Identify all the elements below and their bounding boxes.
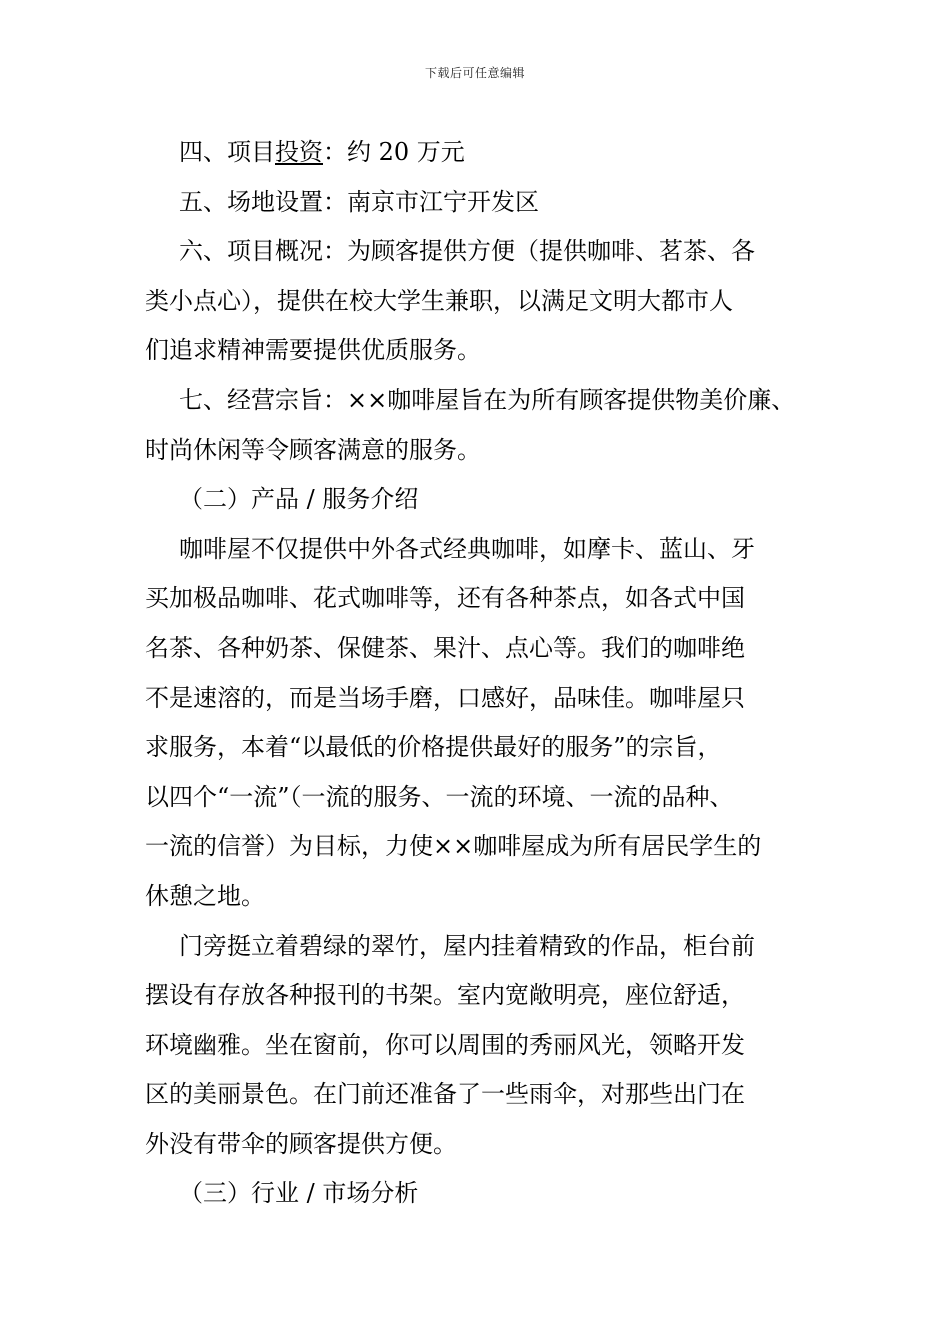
paragraph-line: 以四个“一流”（一流的服务、一流的环境、一流的品种、 — [145, 782, 734, 811]
item-purpose — [145, 376, 825, 475]
item-overview — [145, 227, 825, 376]
section2-paragraph-2 — [145, 922, 825, 1170]
paragraph-line: 门旁挺立着碧绿的翠竹，屋内挂着精致的作品，柜台前 — [179, 931, 755, 960]
overview-line: 们追求精神需要提供优质服务。 — [145, 336, 481, 365]
section3-title: （三）行业 / 市场分析 — [179, 1179, 419, 1208]
paragraph-line: 名茶、各种奶茶、保健茶、果汁、点心等。我们的咖啡绝 — [145, 633, 745, 662]
paragraph-line: 外没有带伞的顾客提供方便。 — [145, 1129, 457, 1158]
item-investment — [145, 128, 825, 178]
investment-prefix: 四、项目 — [179, 138, 275, 166]
document-body — [145, 128, 825, 1219]
section2-paragraph-1 — [145, 525, 825, 922]
paragraph-line: 环境幽雅。坐在窗前，你可以周围的秀丽风光，领略开发 — [145, 1030, 745, 1059]
paragraph-line: 求服务，本着“以最低的价格提供最好的服务”的宗旨， — [145, 733, 722, 762]
paragraph-line: 区的美丽景色。在门前还准备了一些雨伞，对那些出门在 — [145, 1080, 745, 1109]
paragraph-line: 一流的信誉）为目标，力使××咖啡屋成为所有居民学生的 — [145, 832, 762, 861]
investment-underlined: 投资 — [275, 138, 323, 166]
investment-suffix: ：约 20 万元 — [323, 138, 465, 166]
purpose-line: 七、经营宗旨：××咖啡屋旨在为所有顾客提供物美价廉、 — [179, 385, 796, 414]
paragraph-line: 不是速溶的，而是当场手磨，口感好，品味佳。咖啡屋只 — [145, 683, 745, 712]
overview-line: 六、项目概况：为顾客提供方便（提供咖啡、茗茶、各 — [179, 237, 755, 266]
page-header: 下载后可任意编辑 — [424, 66, 525, 80]
section2-title: （二）产品 / 服务介绍 — [179, 485, 419, 514]
paragraph-line: 休憩之地。 — [145, 881, 265, 910]
paragraph-line: 摆设有存放各种报刊的书架。室内宽敞明亮，座位舒适， — [145, 981, 745, 1010]
paragraph-line: 咖啡屋不仅提供中外各式经典咖啡，如摩卡、蓝山、牙 — [179, 534, 755, 563]
item-venue: 五、场地设置：南京市江宁开发区 — [179, 187, 539, 216]
paragraph-line: 买加极品咖啡、花式咖啡等，还有各种茶点，如各式中国 — [145, 584, 745, 613]
purpose-line: 时尚休闲等令顾客满意的服务。 — [145, 435, 481, 464]
overview-line: 类小点心），提供在校大学生兼职，以满足文明大都市人 — [145, 286, 733, 315]
